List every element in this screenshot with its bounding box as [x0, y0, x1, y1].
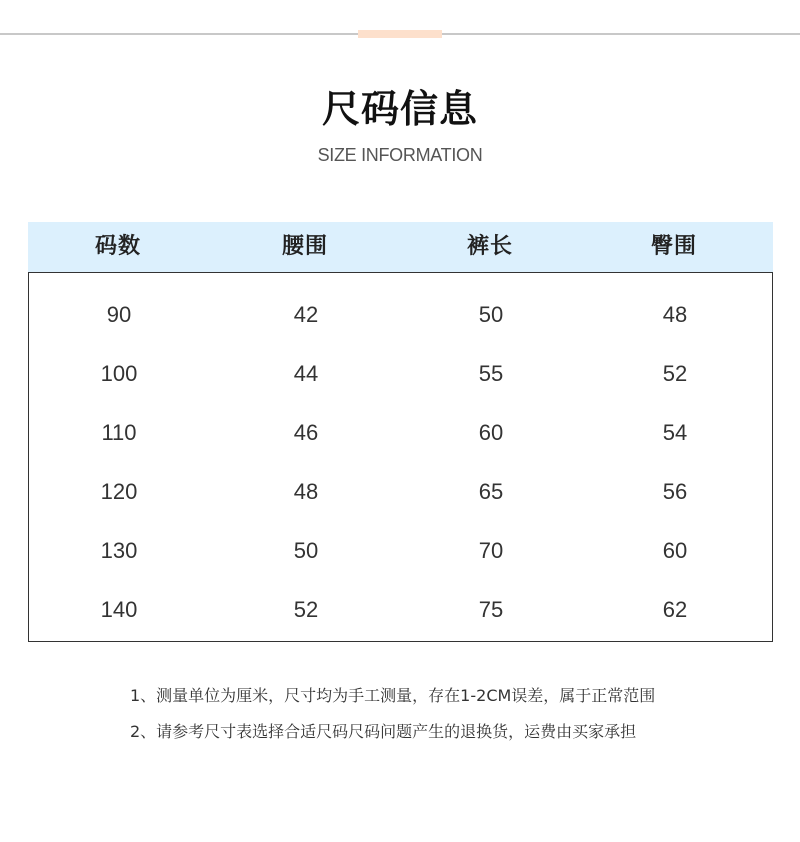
- column-header-waist: 腰围: [281, 234, 328, 259]
- column-header-pants-length: 裤长: [466, 234, 513, 259]
- table-row: [29, 462, 772, 521]
- size-notes: [130, 683, 750, 755]
- page-title: 尺码信息: [321, 87, 478, 131]
- table-row: [29, 403, 772, 462]
- table-row: [29, 344, 772, 403]
- cell-hip: 52: [662, 361, 688, 386]
- table-row: [29, 521, 772, 580]
- cell-waist: 44: [293, 361, 319, 386]
- cell-waist: 50: [293, 538, 319, 563]
- top-accent-bar: [358, 30, 442, 38]
- cell-pants-length: 75: [478, 597, 504, 622]
- table-row: [29, 285, 772, 344]
- page-subtitle: SIZE INFORMATION: [317, 145, 483, 165]
- cell-hip: 54: [662, 420, 688, 445]
- cell-waist: 42: [293, 302, 319, 327]
- size-table-header: [28, 222, 773, 272]
- cell-waist: 52: [293, 597, 319, 622]
- cell-hip: 60: [662, 538, 688, 563]
- cell-pants-length: 60: [478, 420, 504, 445]
- cell-pants-length: 55: [478, 361, 504, 386]
- cell-hip: 56: [662, 479, 688, 504]
- cell-waist: 48: [293, 479, 319, 504]
- cell-size: 120: [100, 479, 138, 504]
- cell-hip: 62: [662, 597, 688, 622]
- cell-pants-length: 50: [478, 302, 504, 327]
- cell-hip: 48: [662, 302, 688, 327]
- cell-size: 100: [100, 361, 138, 386]
- cell-size: 140: [100, 597, 138, 622]
- cell-size: 110: [101, 420, 137, 445]
- note-measurement: 1、测量单位为厘米，尺寸均为手工测量，存在1-2CM误差，属于正常范围: [130, 686, 656, 705]
- note-returns: 2、请参考尺寸表选择合适尺码尺码问题产生的退换货，运费由买家承担: [130, 722, 637, 741]
- cell-size: 90: [106, 302, 132, 327]
- cell-waist: 46: [293, 420, 319, 445]
- cell-pants-length: 70: [478, 538, 504, 563]
- cell-size: 130: [100, 538, 138, 563]
- cell-pants-length: 65: [478, 479, 504, 504]
- size-table-body: [28, 272, 773, 642]
- column-header-size: 码数: [94, 234, 141, 259]
- table-row: [29, 580, 772, 639]
- column-header-hip: 臀围: [650, 234, 697, 259]
